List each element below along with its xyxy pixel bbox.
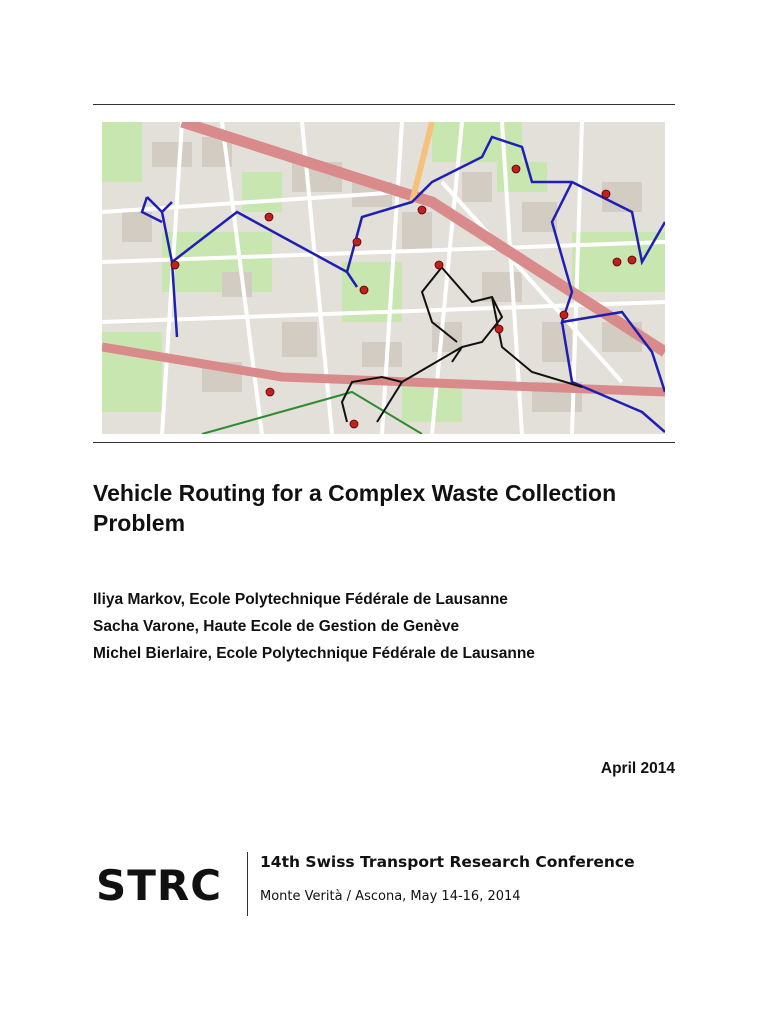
top-rule [93,104,675,105]
author-line: Sacha Varone, Haute Ecole de Gestion de Genève [93,618,460,635]
street-map-icon [102,122,665,434]
route-map-figure [102,122,665,434]
publication-date: April 2014 [600,760,675,777]
author-list [93,590,535,671]
bottom-rule [93,442,675,443]
conference-name: 14th Swiss Transport Research Conference [260,853,635,871]
conference-place: Monte Verità / Ascona, May 14-16, 2014 [260,889,521,904]
strc-logo: STRC [96,861,223,910]
author-line: Iliya Markov, Ecole Polytechnique Fédérale de Lausanne [93,591,508,608]
author-line: Michel Bierlaire, Ecole Polytechnique Fédérale de Lausanne [93,645,535,662]
footer-divider [247,852,248,916]
paper-title: Vehicle Routing for a Complex Waste Collection Problem [93,480,617,536]
